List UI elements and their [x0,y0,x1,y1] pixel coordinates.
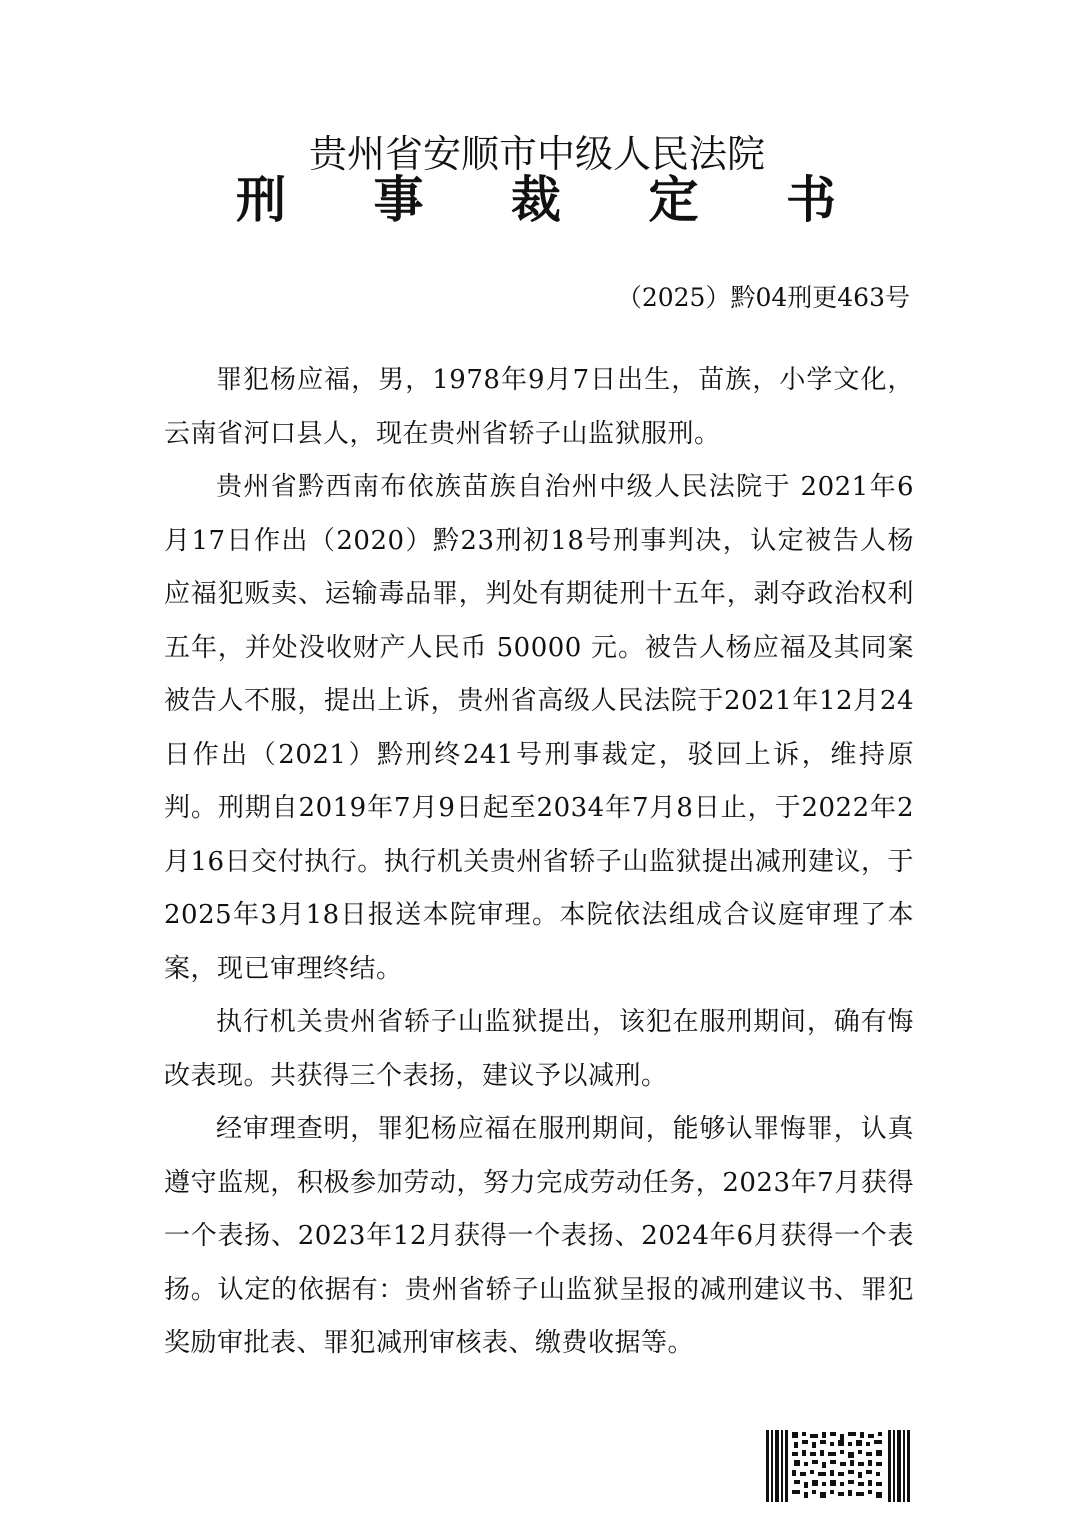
document-type-title [236,170,836,230]
barcode-icon [766,1430,914,1502]
doc-type-char: 刑 [236,171,286,229]
case-number: （2025）黔04刑更463号 [616,283,910,312]
doc-type-char: 定 [648,171,699,229]
doc-type-char: 书 [786,171,836,229]
paragraph-findings: 经审理查明，罪犯杨应福在服刑期间，能够认罪悔罪，认真遵守监规，积极参加劳动，努力完成劳动任务，2023年7月获得一个表扬、2023年12月获得一个表扬、2024年6月获得一个表扬。认定的依据有：贵州省轿子山监狱呈报的减刑建议书、罪犯奖励审批表、罪犯减刑审核表、缴费收据等。 [164,1114,914,1358]
doc-type-char: 裁 [511,171,561,229]
paragraph-case-history: 贵州省黔西南布依族苗族自治州中级人民法院于 2021年6月17日作出（2020）黔23刑初18号刑事判决，认定被告人杨应福犯贩卖、运输毒品罪，判处有期徒刑十五年，剥夺政治权利五年，并处没收财产人民币 50000 元。被告人杨应福及其同案被告人不服，提出上诉，贵州省高级人民法院于2021年12月24日作出（2021）黔刑终241号刑事裁定，驳回上诉，维持原判。刑期自2019年7月9日起至2034年7月8日止，于2022年2月16日交付执行。执行机关贵州省轿子山监狱提出减刑建议，于2025年3月18日报送本院审理。本院依法组成合议庭审理了本案，现已审理终结。 [164,472,914,984]
paragraph-defendant-info: 罪犯杨应福，男，1978年9月7日出生，苗族，小学文化，云南省河口县人，现在贵州省轿子山监狱服刑。 [164,365,914,449]
paragraph-prison-proposal: 执行机关贵州省轿子山监狱提出，该犯在服刑期间，确有悔改表现。共获得三个表扬，建议予以减刑。 [164,1007,914,1091]
qr-pattern [792,1432,882,1498]
court-name: 贵州省安顺市中级人民法院 [308,132,765,176]
document-body [164,354,914,1371]
doc-type-char: 事 [373,171,424,229]
